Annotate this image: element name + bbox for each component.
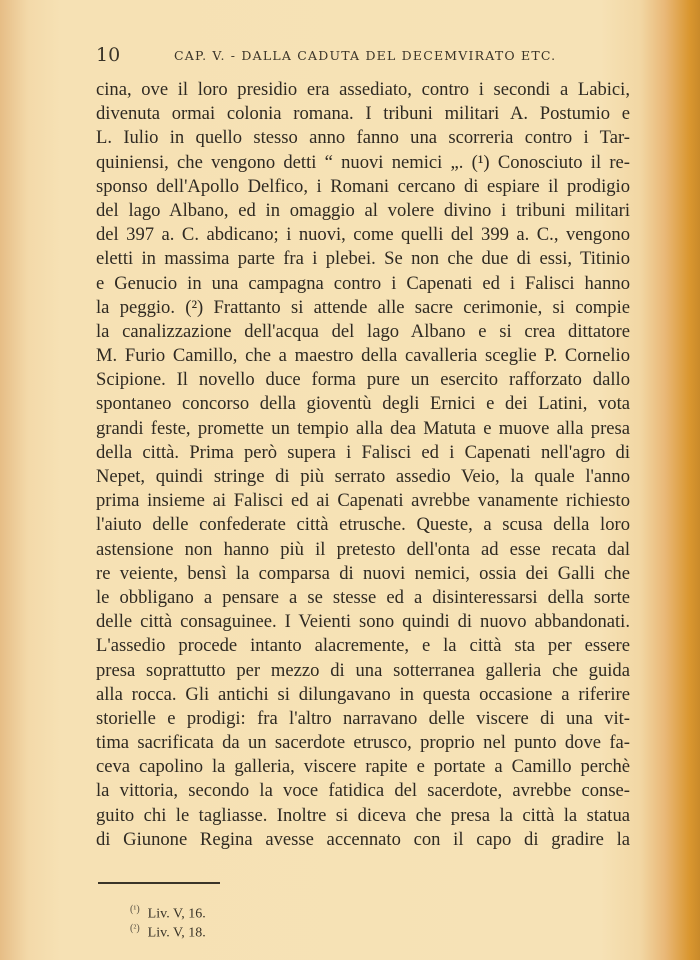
footnote — [130, 919, 206, 941]
text-line: delle città consaguinee. I Veienti sono quindi di nuovo abbandonati. — [96, 611, 630, 633]
text-line: e Genucio in una campagna contro i Capenati ed i Falisci hanno — [96, 272, 630, 294]
text-line: sponso dell'Apollo Delfico, i Romani cercano di espiare il prodigio — [96, 175, 630, 197]
body-text — [96, 78, 630, 852]
text-line: L. Iulio in quello stesso anno fanno una scorreria contro i Tar- — [96, 127, 630, 149]
text-line: divenuta ormai colonia romana. I tribuni militari A. Postumio e — [96, 103, 630, 125]
footnote-marker: (¹) — [130, 904, 140, 915]
text-line: eletti in massima parte fra i plebei. Se non che due di essi, Titinio — [96, 248, 630, 270]
footnote — [130, 900, 206, 922]
text-line: di Giunone Regina avesse accennato con il capo di gradire la — [96, 828, 630, 850]
text-line: L'assedio procede intanto alacremente, e la città sta per essere — [96, 635, 630, 657]
text-line: prima insieme ai Falisci ed ai Capenati avrebbe vanamente richiesto — [96, 490, 630, 512]
text-line: cina, ove il loro presidio era assediato, contro i secondi a Labici, — [96, 79, 630, 100]
text-line: le obbligano a pensare a se stesse ed a disinteressarsi della sorte — [96, 586, 630, 608]
text-line: del lago Albano, ed in omaggio al volere divino i tribuni militari — [96, 199, 630, 221]
text-line: ceva capolino la galleria, viscere rapite e portate a Camillo perchè — [96, 756, 630, 778]
footnote-marker: (²) — [130, 923, 140, 934]
text-line: l'aiuto delle confederate città etrusche. Queste, a scusa della loro — [96, 514, 630, 536]
footnote-text: Liv. V, 18. — [147, 925, 206, 941]
text-line: Nepet, quindi stringe di più serrato assedio Veio, la quale l'anno — [96, 466, 630, 487]
text-line: spontaneo concorso della gioventù degli Ernici e dei Latini, vota — [96, 393, 630, 415]
footnote-divider — [98, 882, 220, 884]
footnotes — [130, 900, 206, 941]
text-line: re veiente, bensì la comparsa di nuovi nemici, ossia dei Galli che — [96, 562, 630, 584]
text-line: del 397 a. C. abdicano; i nuovi, come quelli del 399 a. C., vengono — [96, 224, 630, 246]
text-line: la canalizzazione dell'acqua del lago Albano e si crea dittatore — [96, 320, 630, 342]
page-number: 10 — [96, 44, 121, 66]
text-line: M. Furio Camillo, che a maestro della cavalleria sceglie P. Cornelio — [96, 345, 630, 367]
text-line: la vittoria, secondo la voce fatidica del sacerdote, avrebbe conse- — [96, 780, 630, 802]
text-line: guito chi le tagliasse. Inoltre si diceva che presa la città la statua — [96, 804, 630, 826]
text-line: della città. Prima però supera i Falisci ed i Capenati nell'agro di — [96, 441, 630, 463]
text-line: alla rocca. Gli antichi si dilungavano in questa occasione a riferire — [96, 683, 630, 705]
text-line: la peggio. (²) Frattanto si attende alle sacre cerimonie, si compie — [96, 296, 630, 318]
text-line: Scipione. Il novello duce forma pure un esercito rafforzato dallo — [96, 369, 630, 391]
footnote-text: Liv. V, 16. — [147, 906, 206, 922]
chapter-title: CAP. V. - DALLA CADUTA DEL DECEMVIRATO ETC. — [174, 48, 557, 63]
text-line: storielle e prodigi: fra l'altro narravano delle viscere di una vit- — [96, 707, 630, 729]
text-line: quiniensi, che vengono detti “ nuovi nemici „. (¹) Conosciuto il re- — [96, 151, 630, 173]
text-line: astensione non hanno più il pretesto dell'onta ad esse recata dal — [96, 538, 630, 560]
text-line: grandi feste, promette un tempio alla dea Matuta e muove alla presa — [96, 417, 630, 439]
text-line: tima sacrificata da un sacerdote etrusco, proprio nel punto dove fa- — [96, 732, 630, 754]
running-head — [96, 44, 636, 68]
text-line: presa soprattutto per mezzo di una sotterranea galleria che guida — [96, 659, 630, 681]
